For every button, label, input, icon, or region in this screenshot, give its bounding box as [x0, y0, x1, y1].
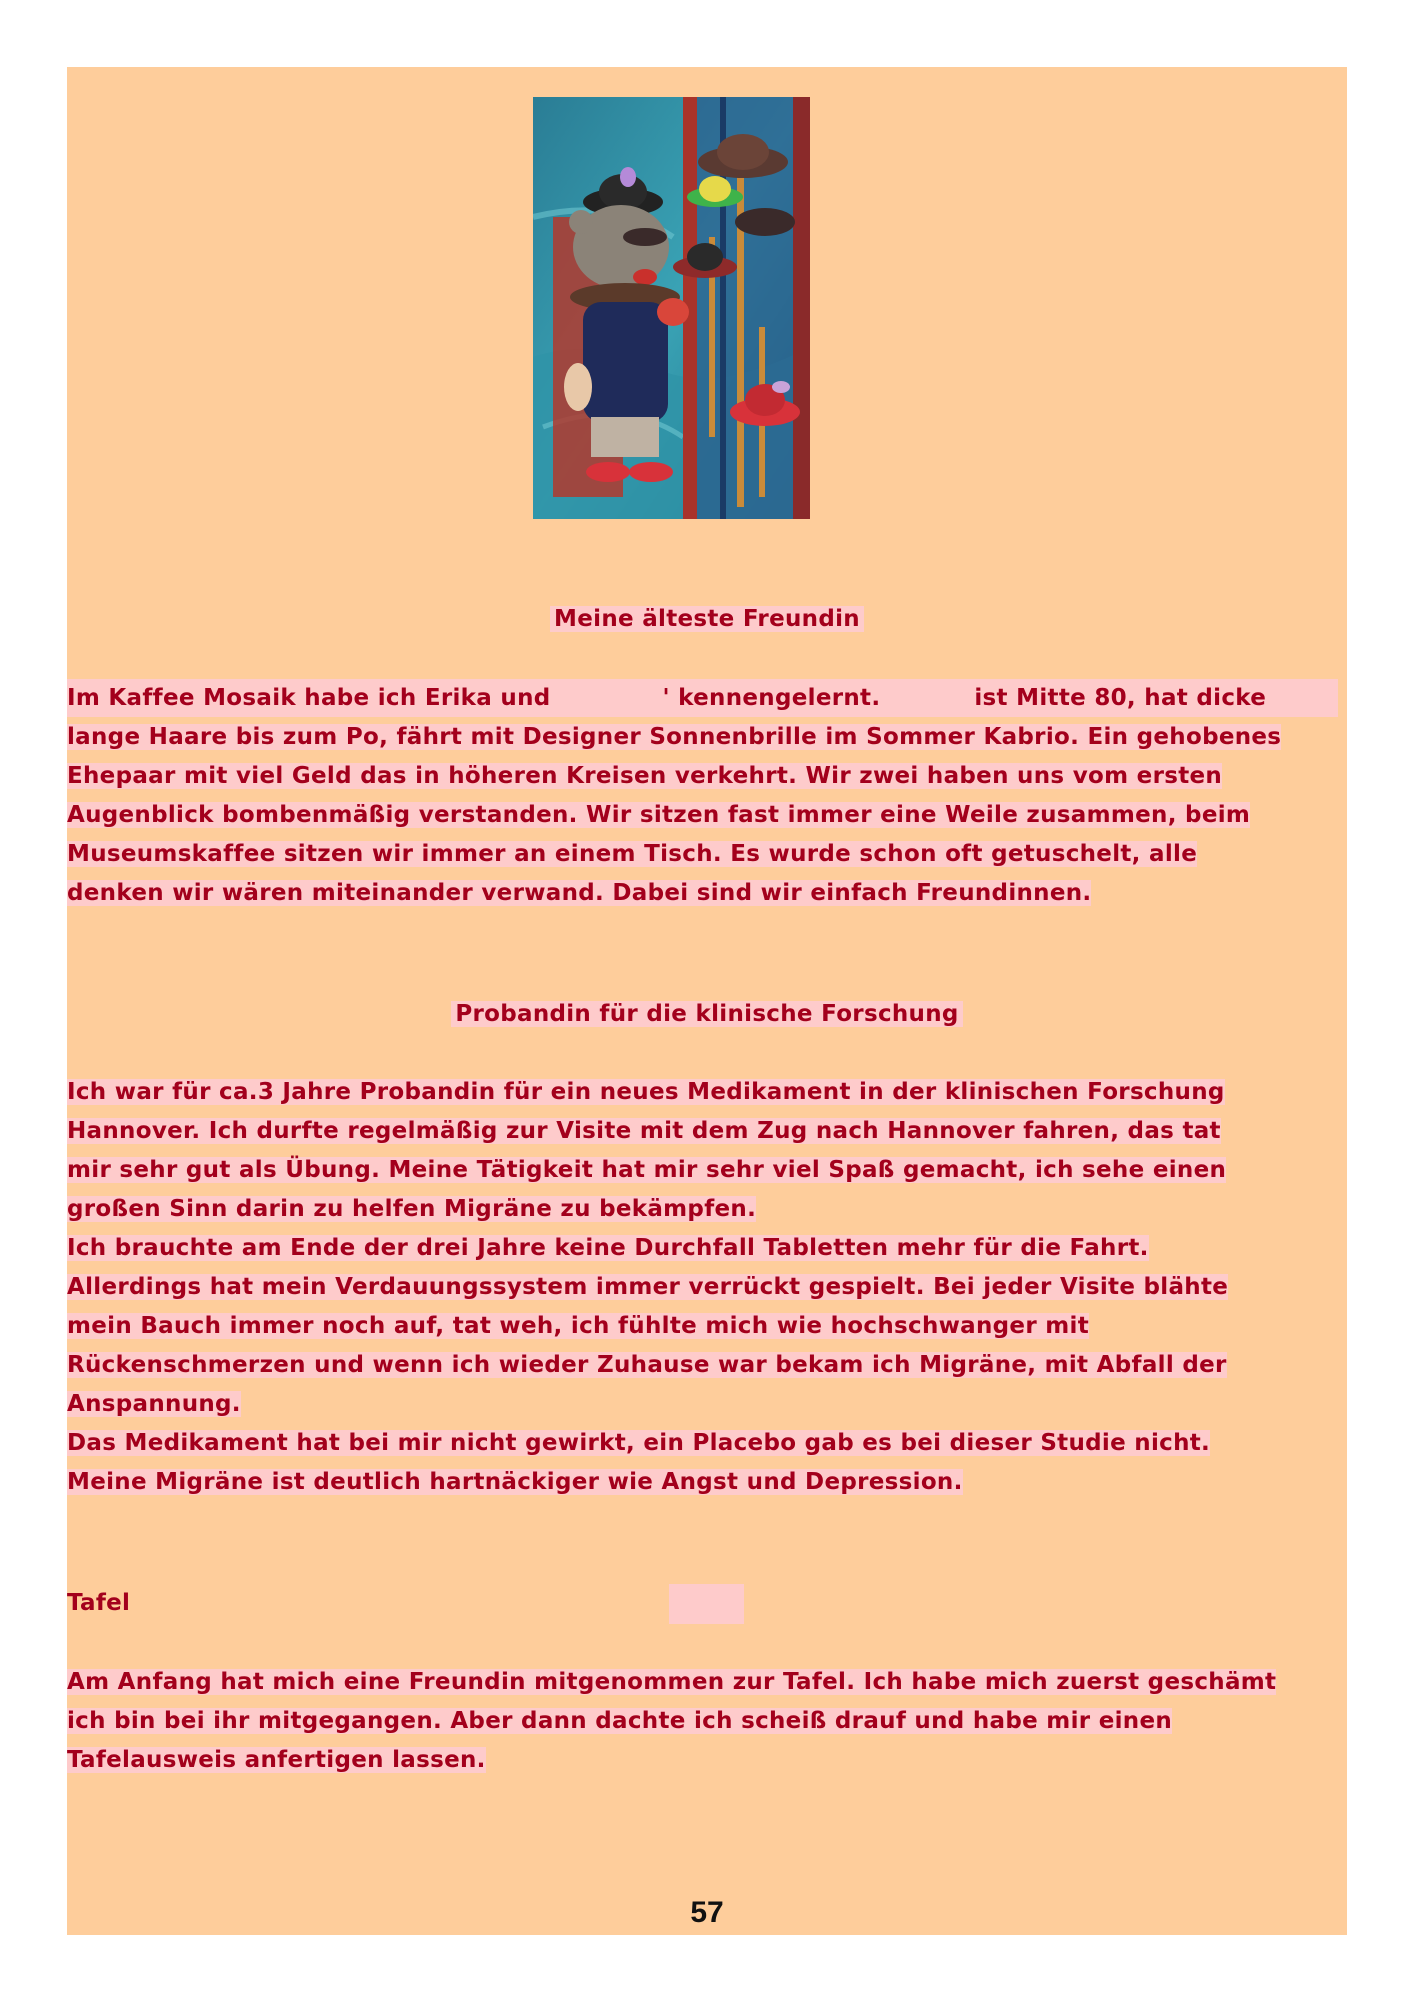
paragraph-line	[67, 1663, 1276, 1701]
highlight-block	[669, 1584, 744, 1624]
paragraph-line-text: Das Medikament hat bei mir nicht gewirkt, ein Placebo gab es bei dieser Studie nicht.	[67, 1430, 1211, 1456]
paragraph-line	[67, 1151, 1226, 1189]
paragraph-line-text: ich bin bei ihr mitgegangen. Aber dann dachte ich scheiß drauf und habe mir einen	[67, 1708, 1173, 1734]
paragraph-line	[67, 1307, 1089, 1345]
paragraph-line-text: großen Sinn darin zu helfen Migräne zu bekämpfen.	[67, 1196, 757, 1222]
paragraph-line-text: Am Anfang hat mich eine Freundin mitgenommen zur Tafel. Ich habe mich zuerst geschämt	[67, 1669, 1277, 1695]
paragraph-line-text: lange Haare bis zum Po, fährt mit Designer Sonnenbrille im Sommer Kabrio. Ein gehobenes	[67, 724, 1282, 750]
paragraph-line-text: Rückenschmerzen und wenn ich wieder Zuhause war bekam ich Migräne, mit Abfall der	[67, 1352, 1227, 1378]
paragraph-line-text: Allerdings hat mein Verdauungssystem immer verrückt gespielt. Bei jeder Visite blähte	[67, 1274, 1229, 1300]
paragraph-line-text: Augenblick bombenmäßig verstanden. Wir sitzen fast immer eine Weile zusammen, beim	[67, 802, 1251, 828]
paragraph-line-text: denken wir wären miteinander verwand. Dabei sind wir einfach Freundinnen.	[67, 880, 1092, 906]
paragraph-line	[67, 1268, 1228, 1306]
painting-woman-with-hats-icon	[533, 97, 810, 519]
section-title-oldest-friend	[67, 600, 1347, 638]
section-title-text: Tafel	[67, 1590, 131, 1616]
paragraph-line	[67, 1463, 963, 1501]
paragraph-line-text: Meine Migräne ist deutlich hartnäckiger wie Angst und Depression.	[67, 1469, 963, 1495]
paragraph-line	[67, 835, 1197, 873]
paragraph-line-text: Ich war für ca.3 Jahre Probandin für ein neues Medikament in der klinischen Forschung	[67, 1079, 1225, 1105]
paragraph-line-text: Ich brauchte am Ende der drei Jahre keine Durchfall Tabletten mehr für die Fahrt.	[67, 1235, 1149, 1261]
paragraph-line	[67, 1385, 241, 1423]
section-title-text: Meine älteste Freundin	[550, 606, 864, 632]
paragraph-line-text: Anspannung.	[67, 1391, 241, 1417]
paragraph-line-text: Tafelausweis anfertigen lassen.	[67, 1747, 486, 1773]
paragraph-line	[67, 1702, 1172, 1740]
paragraph-line	[67, 796, 1250, 834]
paragraph-line	[67, 1073, 1225, 1111]
paragraph-line	[67, 1741, 486, 1779]
section-title-tafel	[67, 1584, 130, 1622]
paragraph-line	[67, 874, 1091, 912]
page-number: 57	[690, 1896, 724, 1929]
paragraph-line-text: Hannover. Ich durfte regelmäßig zur Visite mit dem Zug nach Hannover fahren, das tat	[67, 1118, 1221, 1144]
paragraph-line	[67, 1112, 1221, 1150]
paragraph-line	[67, 1190, 756, 1228]
paragraph-line	[67, 757, 1222, 795]
paragraph-line-text: mein Bauch immer noch auf, tat weh, ich fühlte mich wie hochschwanger mit	[67, 1313, 1090, 1339]
paragraph-line	[67, 1346, 1227, 1384]
paragraph-line-text: mir sehr gut als Übung. Meine Tätigkeit hat mir sehr viel Spaß gemacht, ich sehe einen	[67, 1157, 1227, 1183]
section-title-clinical-research	[67, 995, 1347, 1033]
section-title-text: Probandin für die klinische Forschung	[451, 1001, 962, 1027]
paragraph-line	[67, 718, 1281, 756]
paragraph-line	[67, 679, 1338, 717]
paragraph-line	[67, 1424, 1210, 1462]
text-fragment: ' kennengelernt.	[662, 685, 881, 711]
paragraph-line	[67, 1229, 1149, 1267]
text-fragment: Im Kaffee Mosaik habe ich Erika und	[67, 685, 551, 711]
text-fragment: ist Mitte 80, hat dicke	[974, 685, 1267, 711]
paragraph-line-text: Ehepaar mit viel Geld das in höheren Kreisen verkehrt. Wir zwei haben uns vom ersten	[67, 763, 1223, 789]
paragraph-line-text: Museumskaffee sitzen wir immer an einem Tisch. Es wurde schon oft getuschelt, alle	[67, 841, 1198, 867]
